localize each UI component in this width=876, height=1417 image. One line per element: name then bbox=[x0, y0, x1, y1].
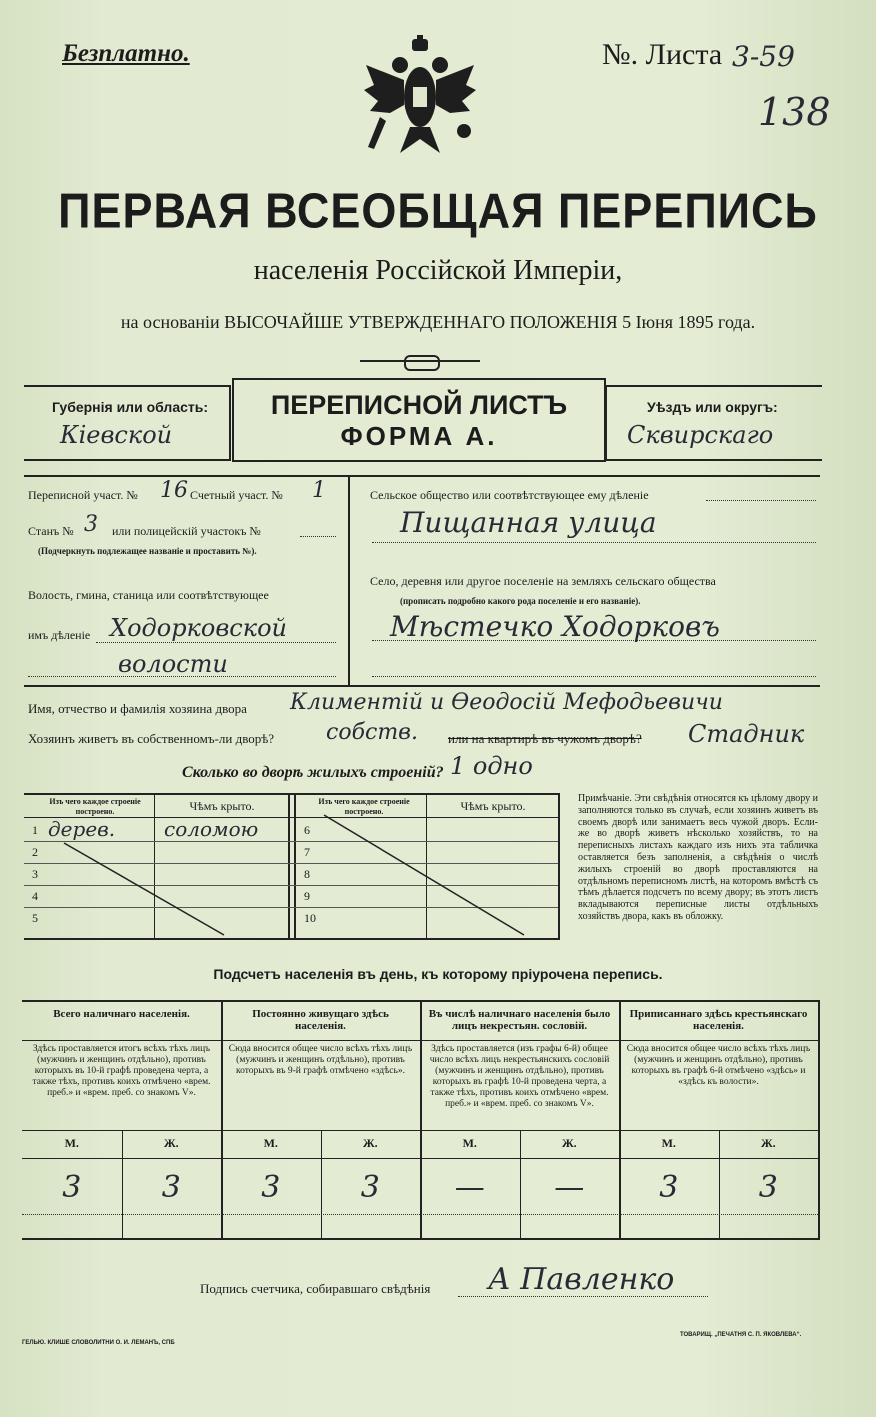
grid-top-line bbox=[24, 475, 820, 477]
building-row-number: 2 bbox=[32, 845, 38, 859]
buildings-table bbox=[24, 793, 560, 940]
count-row-line bbox=[22, 1040, 818, 1041]
male-label: М. bbox=[462, 1136, 477, 1150]
count-row-line bbox=[22, 1130, 818, 1131]
society-value: Пищанная улица bbox=[400, 506, 657, 539]
count-value-dots bbox=[22, 1214, 818, 1215]
count-col-desc: Здѣсь проставляется (изъ графы 6-й) общее число всѣхъ лицъ некрестьянскихъ сословій (мужчинъ и женщинъ отдѣльно), противъ которыхъ въ графѣ 10-й проведена черта, а также тѣхъ, противъ коихъ отмѣчено «врем. преб.» и «врем. преб. со знакомъ V». bbox=[429, 1044, 610, 1109]
village-note: (прописать подробно какого рода поселеніе и его названіе). bbox=[400, 596, 641, 606]
female-label: Ж. bbox=[163, 1136, 179, 1150]
row1-material: дерев. bbox=[48, 817, 116, 841]
count-subcol-divider bbox=[122, 1130, 123, 1238]
owner-lives-value: собств. bbox=[326, 720, 418, 745]
basis-line: на основаніи ВЫСОЧАЙШЕ УТВЕРЖДЕННАГО ПОЛОЖЕНІЯ 5 Іюня 1895 года. bbox=[120, 312, 756, 332]
volost-value: Ходорковской bbox=[110, 614, 287, 642]
footer-right: ТОВАРИЩ. „ПЕЧАТНЯ С. П. ЯКОВЛЕВА“. bbox=[680, 1332, 802, 1338]
buildings-answer: 1 одно bbox=[450, 752, 533, 780]
main-title: ПЕРВАЯ ВСЕОБЩАЯ ПЕРЕПИСЬ bbox=[58, 182, 818, 239]
female-count: 3 bbox=[758, 1170, 778, 1205]
volost-dots-2 bbox=[28, 676, 336, 677]
sub-title: населенія Россійской Имперіи, bbox=[253, 255, 623, 286]
cancel-strike-left bbox=[24, 795, 558, 938]
owner-or-label: или на квартирѣ въ чужомъ дворѣ? bbox=[448, 731, 642, 746]
count-subcol-divider bbox=[321, 1130, 322, 1238]
male-count: — bbox=[454, 1170, 485, 1205]
volost-dots bbox=[96, 642, 336, 643]
count-col-desc: Здѣсь проставляется итогъ всѣхъ тѣхъ лицъ (мужчинъ и женщинъ отдѣльно), противъ которыхъ въ 10-й графѣ проведена черта, а также тѣхъ, противъ коихъ отмѣчено «врем. преб.» и «врем. преб. со знакомъ V». bbox=[32, 1044, 211, 1098]
stan-note: (Подчеркнуть подлежащее названіе и проставить №). bbox=[38, 546, 257, 556]
male-count: 3 bbox=[261, 1170, 281, 1205]
owner-lives-label: Хозяинъ живетъ въ собственномъ-ли дворѣ? bbox=[28, 731, 275, 746]
district-label: Уѣздъ или округъ: bbox=[647, 399, 778, 415]
footer-left: ГЕЛЬЮ. КЛИШЕ СЛОВОЛИТНИ О. И. ЛЕМАНЪ, СПБ bbox=[22, 1340, 175, 1346]
count-col-desc: Сюда вносится общее число всѣхъ тѣхъ лицъ (мужчинъ и женщинъ отдѣльно), противъ которыхъ въ 9-й графѣ отмѣчено «здѣсь». bbox=[228, 1044, 413, 1076]
count-table bbox=[22, 1000, 820, 1240]
buildings-question: Сколько во дворѣ жилыхъ строеній? bbox=[182, 764, 444, 781]
female-count: — bbox=[554, 1170, 585, 1205]
census-district-value: 16 bbox=[160, 478, 188, 503]
stan-value: 3 bbox=[84, 512, 98, 537]
signature-label: Подпись счетчика, собиравшаго свѣдѣнія bbox=[200, 1281, 431, 1296]
society-dots bbox=[706, 500, 816, 501]
province-box bbox=[24, 385, 231, 461]
form-title: ПЕРЕПИСНОЙ ЛИСТЪ bbox=[270, 390, 568, 420]
building-row-number: 7 bbox=[304, 845, 310, 859]
district-value: Сквирскаго bbox=[627, 421, 774, 449]
stan-label: Станъ № bbox=[28, 524, 74, 538]
male-count: 3 bbox=[62, 1170, 82, 1205]
count-district-label: Счетный участ. № bbox=[190, 488, 283, 502]
census-district-label: Переписной участ. № bbox=[28, 488, 138, 502]
signature-value: А Павленко bbox=[488, 1262, 675, 1297]
count-col-title: Приписаннаго здѣсь крестьянскаго населенія. bbox=[629, 1008, 808, 1032]
count-col-title: Постоянно живущаго здѣсь населенія. bbox=[252, 1008, 389, 1032]
village-value: Мѣстечко Ходорковъ bbox=[390, 610, 720, 643]
police-dots bbox=[300, 536, 336, 537]
village-label: Село, деревня или другое поселеніе на земляхъ сельскаго общества bbox=[370, 574, 716, 588]
male-label: М. bbox=[64, 1136, 79, 1150]
owner-label: Имя, отчество и фамилія хозяина двора bbox=[28, 701, 247, 716]
eagle-emblem-icon bbox=[360, 35, 480, 160]
handwritten-number: 138 bbox=[758, 90, 831, 134]
col-material-right: Изъ чего каждое строеніе построено. bbox=[318, 797, 410, 816]
building-row-number: 4 bbox=[32, 889, 38, 903]
building-row-number: 3 bbox=[32, 867, 38, 881]
female-label: Ж. bbox=[362, 1136, 378, 1150]
building-row-number: 9 bbox=[304, 889, 310, 903]
count-district-value: 1 bbox=[312, 478, 326, 503]
note-text: Примѣчаніе. Эти свѣдѣнія относятся къ цѣлому двору и заполняются только въ случаѣ, если хозяинъ живетъ въ своемъ дворѣ или занимаетъ весь чужой дворъ. Если-же во дворѣ живетъ нѣсколько хозяйствъ, то на переписныхъ листахъ каждаго изъ нихъ эта табличка оставляется безъ заполненія, а свѣдѣнія о числѣ жилыхъ строеній во дворѣ проставляются на отдѣльномъ переписномъ листѣ, на которомъ вмѣстѣ съ тѣмъ дѣлается подсчетъ по всему двору; въ этотъ листъ вкладываются переписные листы отдѣльныхъ хозяйствъ двора, какъ въ обложку. bbox=[578, 793, 818, 922]
female-label: Ж. bbox=[561, 1136, 577, 1150]
male-label: М. bbox=[661, 1136, 676, 1150]
col-roof-left: Чѣмъ крыто. bbox=[189, 799, 255, 813]
count-subcol-divider bbox=[719, 1130, 720, 1238]
sheet-number-label: №. Листа bbox=[602, 38, 723, 71]
count-col-title: Въ числѣ наличнаго населенія было лицъ некрестьян. сословій. bbox=[428, 1008, 611, 1032]
volost-label-2: имъ дѣленіе bbox=[28, 628, 91, 642]
grid-bottom-line bbox=[24, 685, 820, 687]
form-subtitle: ФОРМА А. bbox=[340, 421, 498, 451]
society-dots-2 bbox=[372, 542, 816, 543]
female-label: Ж. bbox=[760, 1136, 776, 1150]
col-roof-right: Чѣмъ крыто. bbox=[460, 799, 526, 813]
female-count: 3 bbox=[360, 1170, 380, 1205]
village-dots bbox=[372, 640, 816, 641]
province-label: Губернія или область: bbox=[52, 399, 209, 415]
male-count: 3 bbox=[659, 1170, 679, 1205]
society-label: Сельское общество или соотвѣтствующее ему дѣленіе bbox=[370, 488, 649, 502]
police-label: или полицейскій участокъ № bbox=[112, 524, 261, 538]
sheet-number-value: 3-59 bbox=[732, 40, 795, 73]
village-dots-2 bbox=[372, 676, 816, 677]
count-row-line bbox=[22, 1158, 818, 1159]
form-title-box bbox=[232, 378, 606, 462]
volost-label: Волость, гмина, станица или соотвѣтствующее bbox=[28, 588, 269, 602]
building-row-number: 8 bbox=[304, 867, 310, 881]
row1-roof: соломою bbox=[164, 817, 259, 841]
female-count: 3 bbox=[161, 1170, 181, 1205]
volost-value-2: волости bbox=[118, 650, 228, 678]
building-row-number: 6 bbox=[304, 823, 310, 837]
building-row-number: 5 bbox=[32, 911, 38, 925]
grid-divider bbox=[348, 475, 350, 685]
province-value: Кіевской bbox=[60, 421, 173, 449]
free-label: Безплатно. bbox=[62, 40, 190, 67]
district-box bbox=[605, 385, 822, 461]
building-row-number: 1 bbox=[32, 823, 38, 837]
ornament-center bbox=[404, 355, 440, 371]
count-col-title: Всего наличнаго населенія. bbox=[53, 1008, 190, 1020]
count-col-desc: Сюда вносится общее число всѣхъ тѣхъ лицъ (мужчинъ и женщинъ отдѣльно), противъ которыхъ въ графѣ 6-й отмѣчено «здѣсь» и «здѣсь къ волости». bbox=[626, 1044, 811, 1087]
col-material-left: Изъ чего каждое строеніе построено. bbox=[49, 797, 141, 816]
owner-extra-value: Стадник bbox=[688, 720, 805, 748]
building-row-number: 10 bbox=[304, 911, 316, 925]
owner-value: Климентій и Ѳеодосій Мефодьевичи bbox=[290, 690, 723, 715]
male-label: М. bbox=[263, 1136, 278, 1150]
count-subcol-divider bbox=[520, 1130, 521, 1238]
count-heading: Подсчетъ населенія въ день, къ которому пріурочена перепись. bbox=[213, 966, 663, 982]
